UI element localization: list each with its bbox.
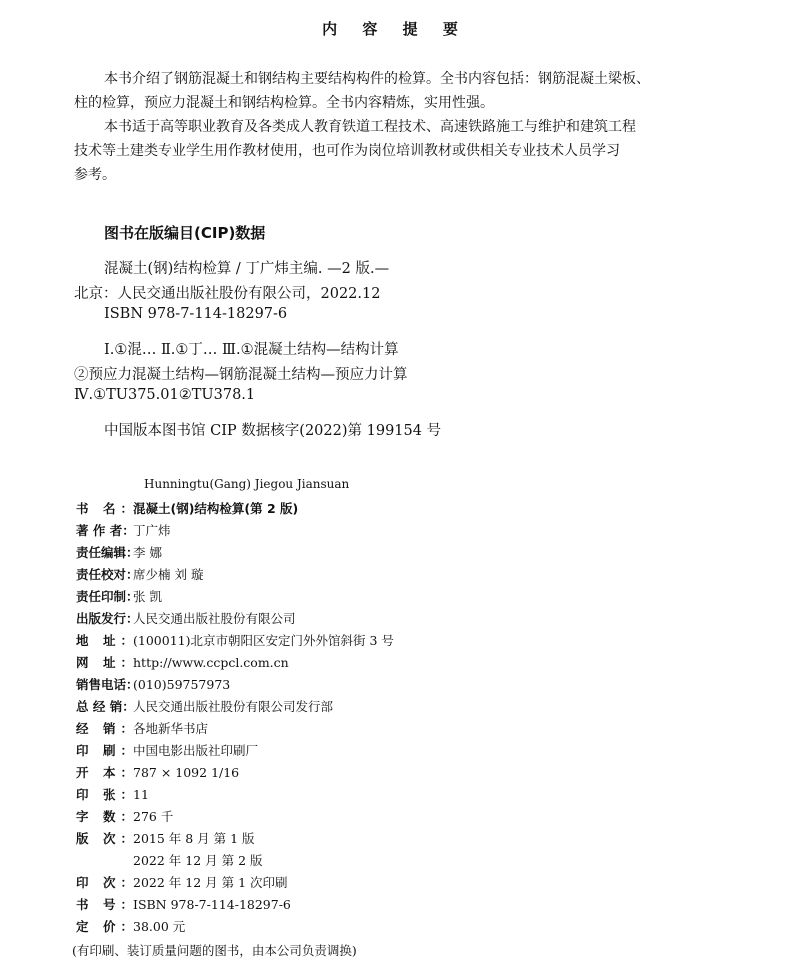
- colophon-value: 人民交通出版社股份有限公司发行部: [133, 699, 334, 714]
- colophon-label: 出版发行：: [76, 611, 139, 626]
- cip-heading: 图书在版编目(CIP)数据: [104, 224, 266, 242]
- colophon-value: 人民交通出版社股份有限公司: [133, 611, 296, 626]
- colophon-row-price: [76, 917, 185, 935]
- colophon-row-address: [76, 631, 394, 649]
- colophon-value: 混凝土(钢)结构检算(第 2 版): [133, 501, 299, 516]
- colophon-label: 网 址：: [76, 655, 133, 670]
- cip-line: 北京：人民交通出版社股份有限公司，2022.12: [74, 286, 381, 302]
- colophon-value: (010)59757973: [133, 677, 231, 692]
- pinyin-title: Hunningtu(Gang) Jiegou Jiansuan: [144, 477, 350, 491]
- colophon-value: (100011)北京市朝阳区安定门外外馆斜街 3 号: [133, 633, 394, 648]
- colophon-label: 总 经 销：: [76, 699, 135, 714]
- cip-line: Ⅳ.①TU375.01②TU378.1: [74, 387, 256, 403]
- cip-line: ISBN 978-7-114-18297-6: [104, 306, 288, 322]
- page-title: 内 容 提 要: [322, 20, 468, 38]
- colophon-row-title: [76, 499, 298, 517]
- colophon-value: 787 × 1092 1/16: [133, 765, 240, 780]
- colophon-label: 著 作 者：: [76, 523, 135, 538]
- colophon-value: 张 凯: [133, 589, 162, 604]
- colophon-label: 定 价：: [76, 919, 133, 934]
- colophon-label: 销售电话：: [76, 677, 139, 692]
- cip-line: 混凝土(钢)结构检算 / 丁广炜主编. —2 版.—: [104, 261, 390, 277]
- colophon-value: http://www.ccpcl.com.cn: [133, 655, 289, 670]
- colophon-value: 38.00 元: [133, 919, 186, 934]
- colophon-row-isbn: [76, 895, 291, 913]
- cip-line: 中国版本图书馆 CIP 数据核字(2022)第 199154 号: [104, 423, 442, 439]
- colophon-row-website: [76, 653, 289, 671]
- colophon-row-printer: [76, 741, 258, 759]
- summary-line: 本书适于高等职业教育及各类成人教育铁道工程技术、高速铁路施工与维护和建筑工程: [104, 119, 636, 135]
- colophon-value: 11: [133, 787, 149, 802]
- colophon-row-printing: [76, 873, 288, 891]
- colophon-row-seller: [76, 719, 208, 737]
- colophon-value: 中国电影出版社印刷厂: [133, 743, 259, 758]
- colophon-label: 字 数：: [76, 809, 133, 824]
- colophon-row-editor: [76, 543, 162, 561]
- colophon-row-edition: [76, 829, 255, 847]
- summary-line: 参考。: [74, 167, 116, 183]
- colophon-row-author: [76, 521, 171, 539]
- quality-footnote: (有印刷、装订质量问题的图书，由本公司负责调换): [72, 943, 357, 958]
- colophon-value: 2022 年 12 月 第 2 版: [133, 853, 263, 868]
- colophon-value: 各地新华书店: [133, 721, 209, 736]
- colophon-label: 印 张：: [76, 787, 133, 802]
- colophon-label: 地 址：: [76, 633, 133, 648]
- colophon-row-format: [76, 763, 239, 781]
- colophon-row-print-manager: [76, 587, 162, 605]
- colophon-label: 书 号：: [76, 897, 133, 912]
- summary-line: 本书介绍了钢筋混凝土和钢结构主要结构构件的检算。全书内容包括：钢筋混凝土梁板、: [104, 71, 650, 87]
- colophon-value: 丁广炜: [133, 523, 171, 538]
- colophon-value: 276 千: [133, 809, 174, 824]
- colophon-label: 印 刷：: [76, 743, 133, 758]
- colophon-row-wordcount: [76, 807, 173, 825]
- colophon-value: 席少楠 刘 璇: [133, 567, 204, 582]
- colophon-row-phone: [76, 675, 230, 693]
- summary-line: 技术等土建类专业学生用作教材使用，也可作为岗位培训教材或供相关专业技术人员学习: [74, 143, 620, 159]
- colophon-value: ISBN 978-7-114-18297-6: [133, 897, 291, 912]
- colophon-value: 2022 年 12 月 第 1 次印刷: [133, 875, 288, 890]
- colophon-label: 书 名：: [76, 501, 133, 516]
- cip-line: ②预应力混凝土结构—钢筋混凝土结构—预应力计算: [74, 367, 408, 383]
- summary-line: 柱的检算，预应力混凝土和钢结构检算。全书内容精炼，实用性强。: [74, 95, 494, 111]
- colophon-row-sheets: [76, 785, 149, 803]
- colophon-label: 经 销：: [76, 721, 133, 736]
- colophon-label: 印 次：: [76, 875, 133, 890]
- colophon-label: 版 次：: [76, 831, 133, 846]
- colophon-row-proofreader: [76, 565, 203, 583]
- cip-line: Ⅰ.①混… Ⅱ.①丁… Ⅲ.①混凝土结构—结构计算: [104, 342, 399, 358]
- colophon-label: 责任印制：: [76, 589, 139, 604]
- colophon-label: 开 本：: [76, 765, 133, 780]
- colophon-row-edition-2: [76, 851, 263, 869]
- colophon-row-publisher: [76, 609, 296, 627]
- colophon-value: 李 娜: [133, 545, 162, 560]
- colophon-label: 责任编辑：: [76, 545, 139, 560]
- colophon-label: 责任校对：: [76, 567, 139, 582]
- colophon-row-distributor: [76, 697, 333, 715]
- colophon-value: 2015 年 8 月 第 1 版: [133, 831, 255, 846]
